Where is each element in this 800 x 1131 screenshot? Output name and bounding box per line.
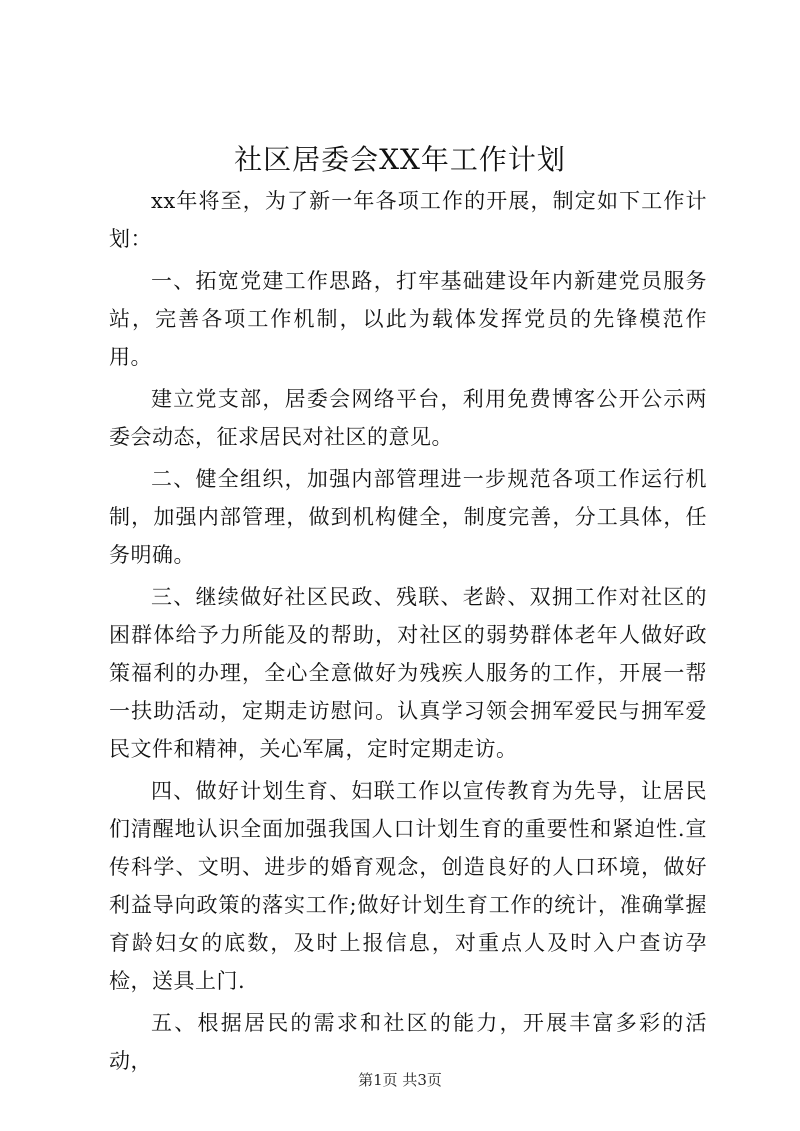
page-number-footer: 第1页 共3页 <box>358 1071 442 1089</box>
paragraph-section-1-detail: 建立党支部，居委会网络平台，利用免费博客公开公示两委会动态，征求居民对社区的意见。 <box>109 387 707 449</box>
document-title: 社区居委会XX年工作计划 <box>234 143 566 176</box>
paragraph-section-1: 一、拓宽党建工作思路，打牢基础建设年内新建党员服务站，完善各项工作机制，以此为载体发挥党员的先锋模范作用。 <box>109 269 707 369</box>
paragraph-section-5: 五、根据居民的需求和社区的能力，开展丰富多彩的活动， <box>109 1011 707 1073</box>
paragraph-section-3: 三、继续做好社区民政、残联、老龄、双拥工作对社区的困群体给予力所能及的帮助，对社区的弱势群体老年人做好政策福利的办理，全心全意做好为残疾人服务的工作，开展一帮一扶助活动，定期走访慰问。认真学习领会拥军爱民与拥军爱民文件和精神，关心军属，定时定期走访。 <box>109 585 707 761</box>
paragraph-section-4: 四、做好计划生育、妇联工作以宣传教育为先导，让居民们清醒地认识全面加强我国人口计划生育的重要性和紧迫性.宣传科学、文明、进步的婚育观念，创造良好的人口环境，做好利益导向政策的落实工作;做好计划生育工作的统计，准确掌握育龄妇女的底数，及时上报信息，对重点人及时入户查访孕检，送具上门. <box>109 779 707 993</box>
document-body <box>109 182 707 1084</box>
paragraph-intro: xx年将至，为了新一年各项工作的开展，制定如下工作计划： <box>109 189 707 251</box>
paragraph-section-2: 二、健全组织，加强内部管理进一步规范各项工作运行机制，加强内部管理，做到机构健全，制度完善，分工具体，任务明确。 <box>109 467 707 567</box>
